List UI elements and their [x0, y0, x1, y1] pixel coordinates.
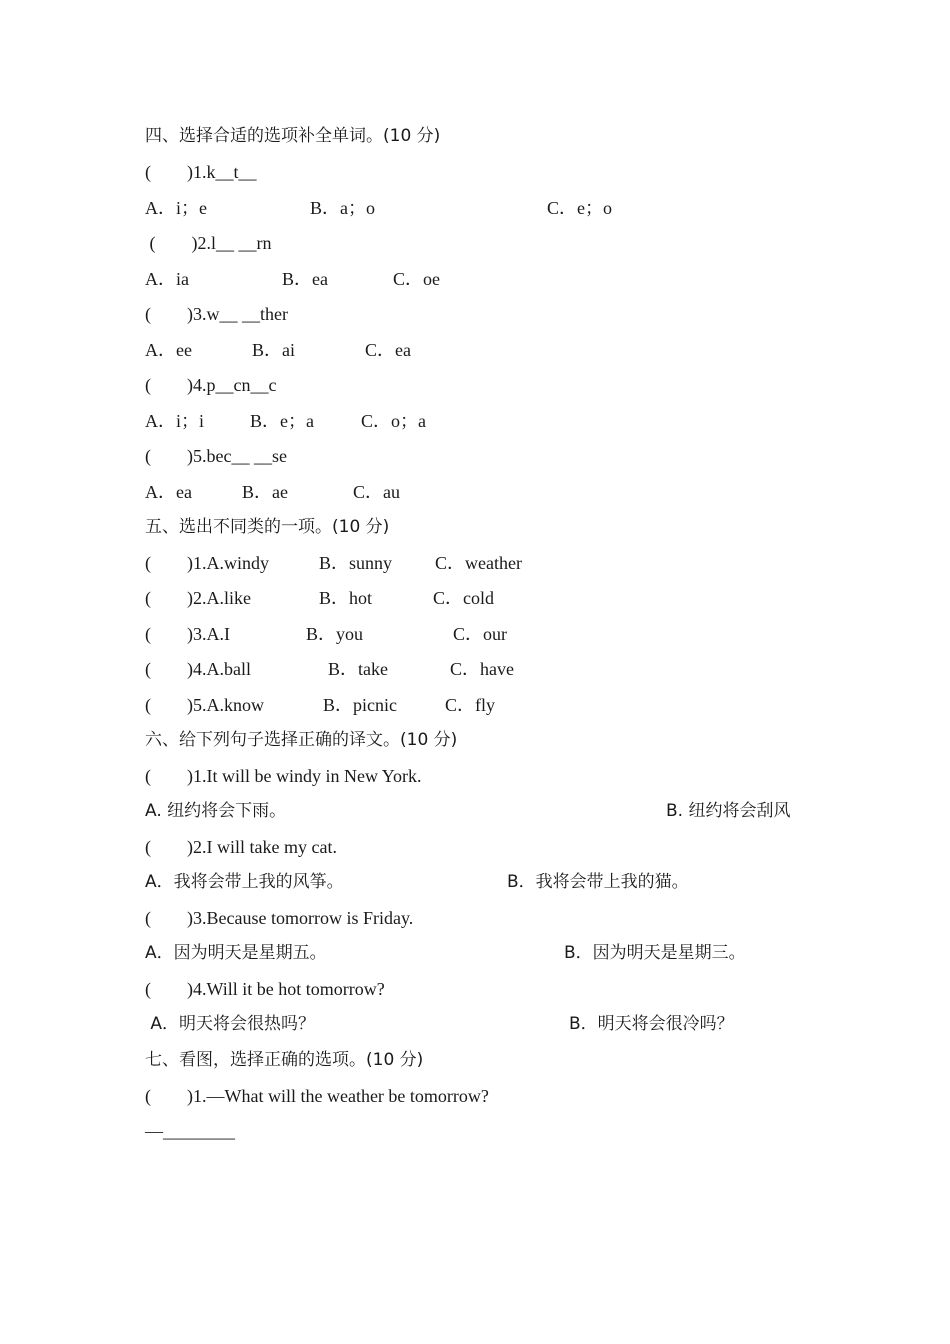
s6-q1-options	[145, 796, 791, 826]
s5-item-5-a: ( )5.A.know	[145, 695, 264, 715]
s4-q4-option-b: B．e；a	[250, 411, 314, 431]
s5-item-3-b: B．you	[306, 624, 364, 644]
s4-q1-option-c: C．e；o	[547, 198, 612, 218]
s5-item-1-a: ( )1.A.windy	[145, 553, 269, 573]
section-7-heading: 七、看图，选择正确的选项。(10 分)	[145, 1050, 424, 1070]
s5-item-1-b: B．sunny	[319, 553, 393, 573]
s4-q5-option-b: B．ae	[242, 482, 288, 502]
s6-q2-option-b: B．我将会带上我的猫。	[507, 872, 689, 892]
s5-item-4	[145, 654, 514, 684]
s4-q5-options	[145, 477, 400, 507]
s6-q2-option-a: A．我将会带上我的风筝。	[145, 872, 344, 892]
s5-item-4-c: C．have	[450, 659, 514, 679]
s5-item-1	[145, 548, 522, 578]
s7-q1: ( )1.—What will the weather be tomorrow?	[145, 1086, 489, 1106]
s6-q2-options	[145, 867, 689, 897]
s5-item-2-a: ( )2.A.like	[145, 588, 251, 608]
s4-q4-options	[145, 406, 426, 436]
s4-q5-option-a: A．ea	[145, 482, 192, 502]
s6-q4-option-a: A．明天将会很热吗？	[145, 1014, 316, 1034]
section-6-heading: 六、给下列句子选择正确的译文。(10 分)	[145, 730, 458, 750]
s6-q3-options	[145, 938, 746, 968]
s4-q4-option-c: C．o；a	[361, 411, 426, 431]
s5-item-4-b: B．take	[328, 659, 388, 679]
s4-q5: ( )5.bec__ __se	[145, 446, 287, 466]
s4-q3-option-a: A．ee	[145, 340, 192, 360]
s4-q1-option-b: B．a；o	[310, 198, 375, 218]
s5-item-4-a: ( )4.A.ball	[145, 659, 251, 679]
s4-q3-options	[145, 335, 411, 365]
s4-q3-option-c: C．ea	[365, 340, 411, 360]
s6-q3-option-b: B．因为明天是星期三。	[564, 943, 746, 963]
s4-q2-option-a: A．ia	[145, 269, 189, 289]
s4-q4: ( )4.p__cn__c	[145, 375, 277, 395]
s5-item-3-c: C．our	[453, 624, 507, 644]
s6-q3: ( )3.Because tomorrow is Friday.	[145, 908, 414, 928]
s6-q4-option-b: B．明天将会很冷吗？	[569, 1014, 734, 1034]
s4-q3: ( )3.w__ __ther	[145, 304, 288, 324]
s5-item-1-c: C．weather	[435, 553, 522, 573]
s4-q1-option-a: A．i；e	[145, 198, 207, 218]
s6-q4: ( )4.Will it be hot tomorrow?	[145, 979, 385, 999]
s6-q1-option-a: A. 纽约将会下雨。	[145, 801, 287, 821]
s4-q1: ( )1.k__t__	[145, 162, 257, 182]
s5-item-3-a: ( )3.A.I	[145, 624, 230, 644]
s4-q3-option-b: B．ai	[252, 340, 295, 360]
s6-q2: ( )2.I will take my cat.	[145, 837, 337, 857]
s6-q1: ( )1.It will be windy in New York.	[145, 766, 422, 786]
s6-q1-option-b: B. 纽约将会刮风	[666, 801, 791, 821]
s6-q3-option-a: A．因为明天是星期五。	[145, 943, 327, 963]
section-5-heading: 五、选出不同类的一项。(10 分)	[145, 517, 390, 537]
section-4-heading: 四、选择合适的选项补全单词。(10 分)	[145, 126, 441, 146]
s5-item-5	[145, 690, 496, 720]
s4-q4-option-a: A．i；i	[145, 411, 205, 431]
s5-item-2-b: B．hot	[319, 588, 373, 608]
s5-item-2-c: C．cold	[433, 588, 494, 608]
s5-item-5-b: B．picnic	[323, 695, 397, 715]
s5-item-5-c: C．fly	[445, 695, 496, 715]
s7-q1-answer-blank: —________	[145, 1121, 235, 1141]
s4-q2-options	[145, 264, 440, 294]
s4-q2: ( )2.l__ __rn	[145, 233, 272, 253]
s5-item-3	[145, 619, 507, 649]
s4-q1-options	[145, 193, 612, 223]
s4-q5-option-c: C．au	[353, 482, 400, 502]
s4-q2-option-b: B．ea	[282, 269, 328, 289]
s5-item-2	[145, 583, 494, 613]
s4-q2-option-c: C．oe	[393, 269, 440, 289]
s6-q4-options	[145, 1009, 734, 1039]
